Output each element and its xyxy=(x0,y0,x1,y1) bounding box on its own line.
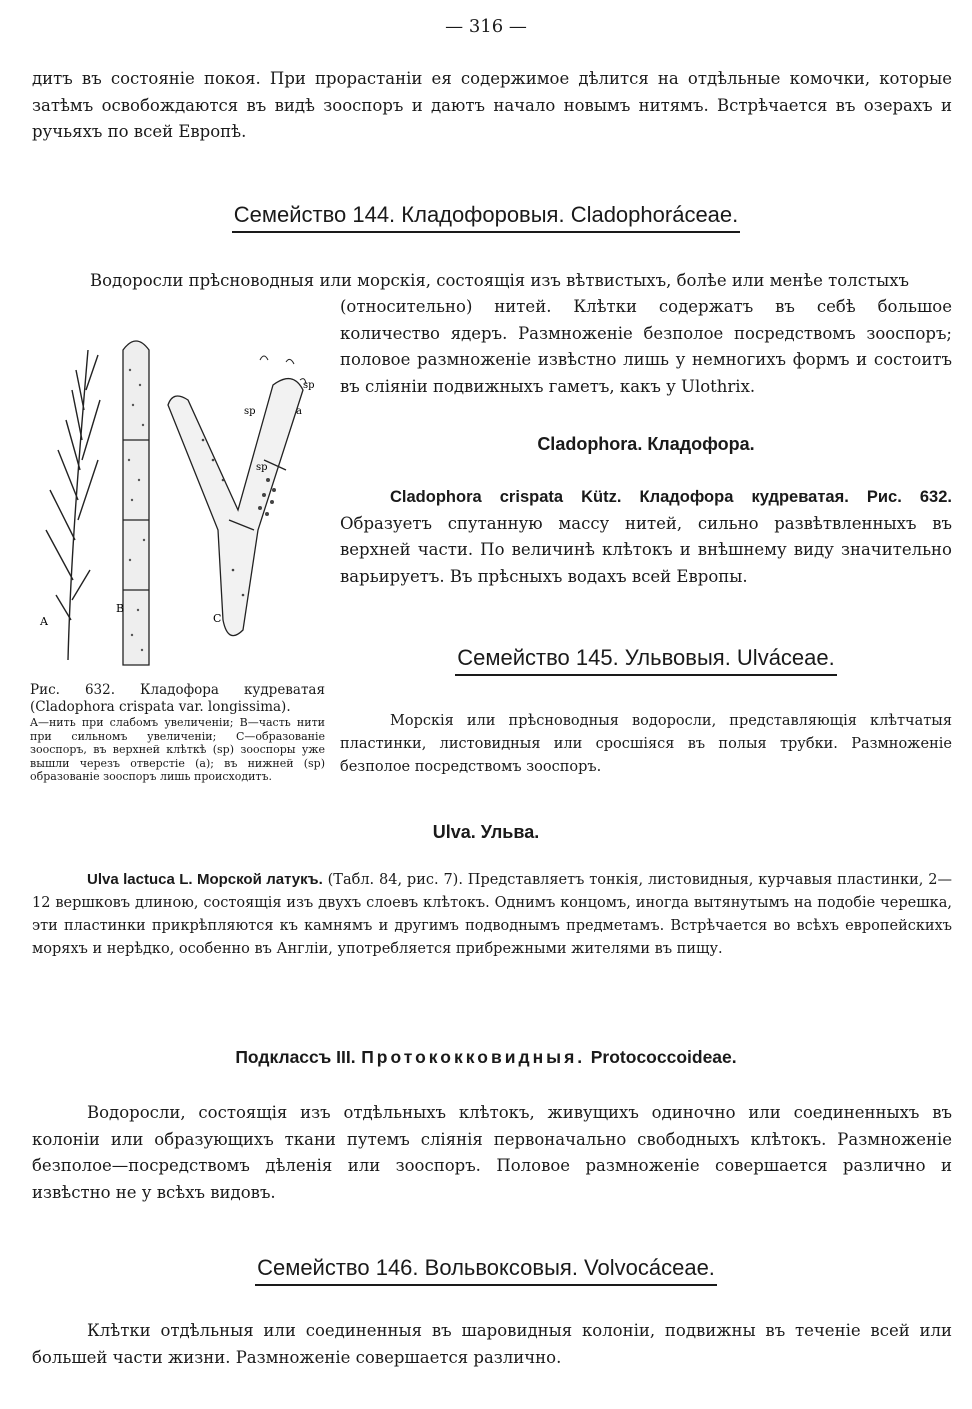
figure-632-caption-body: A—нить при слабомъ увеличеніи; B—часть нити при сильномъ увеличеніи; C—образованіе зооспоръ, въ верхней клѣткѣ (sp) зооспоры уже вышли черезъ отверстіе (a); въ нижней (sp) образованіе зооспоръ лишь происходитъ. xyxy=(30,716,325,783)
family-144-description: (относительно) нитей. Клѣтки содержатъ въ себѣ большое количество ядеръ. Размноженіе безполое посредствомъ зооспоръ; половое размноженіе извѣстно лишь у немногихъ формъ и состоитъ въ сліяніи подвижныхъ гаметъ, какъ у Ulothrix. xyxy=(340,297,952,396)
filament-a-drawing xyxy=(46,350,100,660)
filament-c-drawing xyxy=(168,379,303,636)
family-144-heading: Семейство 144. Кладофоровыя. Cladophoráceae. xyxy=(0,202,972,233)
figure-632-caption-head: Рис. 632. Кладофора кудреватая (Cladophora crispata var. longissima). xyxy=(30,682,325,715)
ulva-genus-heading: Ulva. Ульва. xyxy=(432,822,540,842)
filament-b-drawing xyxy=(123,341,149,665)
fig-label-b: B xyxy=(116,602,125,615)
figure-632-illustration xyxy=(28,330,328,675)
fig-label-sp-1: sp xyxy=(244,406,256,417)
family-145-description: Морскія или прѣсноводныя водоросли, представляющія клѣтчатыя пластинки, листовидныя или сросшіяся въ полыя трубки. Размноженіе безполое посредствомъ зооспоръ. xyxy=(340,713,952,775)
family-146-heading: Семейство 146. Вольвоксовыя. Volvocáceae. xyxy=(0,1255,972,1286)
cladophora-species-name: Cladophora crispata Kütz. Кладофора кудреватая. Рис. 632. xyxy=(390,488,952,506)
family-146-description: Клѣтки отдѣльныя или соединенныя въ шаровидныя колоніи, подвижны въ теченіе всей или большей части жизни. Размноженіе совершается различно. xyxy=(32,1321,952,1367)
figure-632-caption xyxy=(30,682,325,784)
cladophora-species-text: Образуетъ спутанную массу нитей, сильно развѣтвленныхъ въ верхней части. По величинѣ клѣтокъ и внѣшнему виду значительно варьируетъ. Въ прѣсныхъ водахъ всей Европы. xyxy=(340,513,952,586)
fig-label-c: C xyxy=(213,612,222,625)
family-145-heading: Семейство 145. Ульвовыя. Ulváceae. xyxy=(340,645,952,676)
subclass-3-heading xyxy=(0,1047,972,1068)
fig-label-sp-2: sp xyxy=(256,462,268,473)
subclass-3-description: Водоросли, состоящія изъ отдѣльныхъ клѣтокъ, живущихъ одиночно или соединенныхъ въ колоніи или образующихъ ткани путемъ сліянія первоначально свободныхъ клѣтокъ. Размноженіе безполое—посредствомъ дѣленія или зооспоръ. Половое размноженіе совершается различно и извѣстно не у всѣхъ видовъ. xyxy=(32,1103,952,1202)
fig-label-a: A xyxy=(40,615,48,628)
ulva-species-text: (Табл. 84, рис. 7). Представляетъ тонкія, листовидныя, курчавыя пластинки, 2—12 вершковъ длиною, состоящія изъ двухъ слоевъ клѣтокъ. Однимъ концомъ, иногда вытянутымъ на подобіе черешка, эти пластинки прикрѣпляются къ камнямъ и другимъ подводнымъ предметамъ. Встрѣчается во всѣхъ европейскихъ моряхъ и нерѣдко, особенно въ Англіи, употребляется прибрежными жителями въ пищу. xyxy=(32,872,952,957)
subclass-3-name-ru: Протококковидныя. xyxy=(361,1047,586,1067)
subclass-3-prefix: Подклассъ III. xyxy=(235,1047,356,1067)
ulva-species-block xyxy=(32,868,952,961)
subclass-3-name-lat: Protococcoideae. xyxy=(590,1047,737,1067)
cladophora-genus-heading: Cladophora. Кладофора. xyxy=(537,434,755,454)
fig-label-a-small: a xyxy=(296,406,302,417)
ulva-species-name: Ulva lactuca L. Морской латукъ. xyxy=(87,871,323,888)
page-number: — 316 — xyxy=(445,16,527,37)
family-144-description-line1: Водоросли прѣсноводныя или морскія, состоящія изъ вѣтвистыхъ, болѣе или менѣе толстыхъ xyxy=(90,271,910,290)
cladophora-species-block xyxy=(340,484,952,590)
fig-label-sp-3: sp xyxy=(303,380,315,391)
intro-paragraph: дитъ въ состояніе покоя. При прорастаніи ея содержимое дѣлится на отдѣльные комочки, которые затѣмъ освобождаются въ видѣ зооспоръ и даютъ начало новымъ нитямъ. Встрѣчается въ озерахъ и ручьяхъ по всей Европѣ. xyxy=(32,69,952,141)
